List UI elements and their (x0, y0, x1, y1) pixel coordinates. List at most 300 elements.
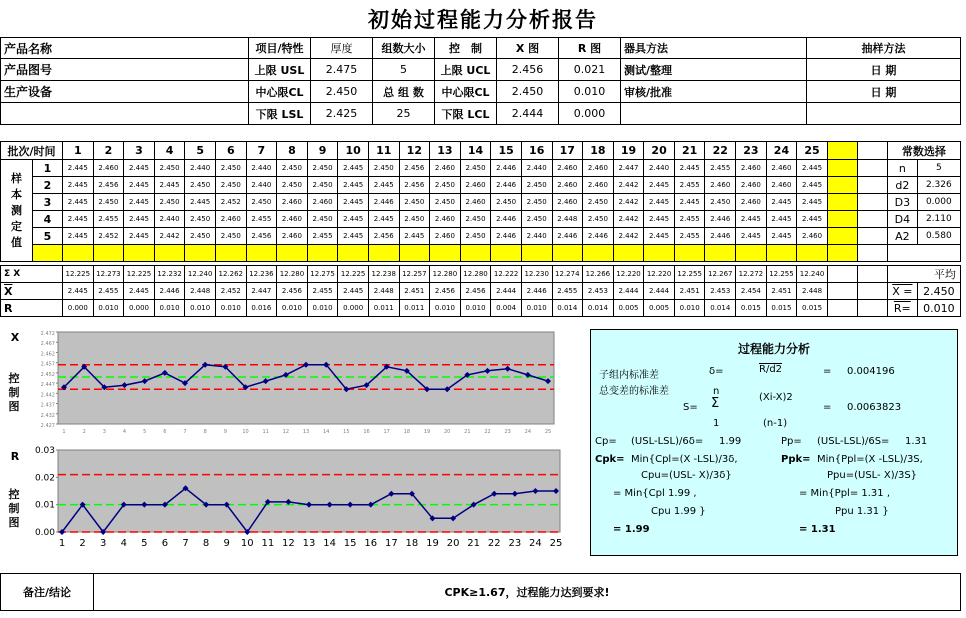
xbar-cell: 2.451 (399, 283, 430, 300)
x-tick-label: 7 (182, 538, 189, 549)
item-value[interactable]: 厚度 (311, 38, 373, 59)
plot-area (58, 332, 554, 424)
sample-cell[interactable]: 2.460 (552, 194, 583, 211)
column-header: 8 (277, 142, 308, 160)
range-cell: 0.014 (705, 300, 736, 317)
range-cell: 0.011 (399, 300, 430, 317)
gauge-method-label: 器具方法 (621, 38, 807, 59)
sample-cell[interactable]: 2.445 (674, 160, 705, 177)
y-tick-label: 2.447 (40, 382, 55, 389)
ppk-min-1: = Min{Ppl= 1.31 , (799, 488, 891, 499)
sample-cell[interactable]: 2.450 (521, 194, 552, 211)
overall-std-label: 总变差的标准差 (599, 386, 669, 397)
pp-label: Pp= (781, 436, 802, 447)
cpk-line-1: Min{Cpl=(X -LSL)/3δ, (631, 454, 738, 465)
sample-cell[interactable]: 2.445 (338, 211, 369, 228)
sample-cell[interactable]: 2.450 (583, 194, 614, 211)
sample-cell[interactable]: 2.445 (154, 177, 185, 194)
sample-cell[interactable]: 2.445 (368, 177, 399, 194)
sample-cell[interactable]: 2.450 (185, 177, 216, 194)
x-lcl-value[interactable]: 2.444 (497, 103, 559, 125)
yellow-cell (338, 245, 369, 262)
sample-cell[interactable]: 2.445 (338, 194, 369, 211)
xbar-chart-side-top: X (10, 331, 20, 344)
rbar-label: R= (887, 300, 917, 317)
date-label-1: 日 期 (807, 59, 961, 81)
sample-cell[interactable]: 2.450 (307, 160, 338, 177)
delta-eq-sign: = (823, 366, 832, 377)
sample-cell[interactable]: 2.440 (246, 177, 277, 194)
x-tick-label: 22 (484, 429, 491, 435)
x-tick-label: 14 (323, 538, 336, 549)
sample-cell[interactable]: 2.440 (644, 160, 675, 177)
sample-cell[interactable]: 2.440 (246, 160, 277, 177)
sample-values-label (1, 160, 33, 262)
lsl-value[interactable]: 2.425 (311, 103, 373, 125)
sample-cell[interactable]: 2.450 (307, 211, 338, 228)
sample-cell[interactable]: 2.450 (307, 177, 338, 194)
r-over-d2: R/d2 (759, 364, 783, 375)
xbar-cell: 2.444 (491, 283, 522, 300)
sample-cell[interactable]: 2.460 (215, 211, 246, 228)
column-header: 19 (613, 142, 644, 160)
xbar-chart-label: X 图 (497, 38, 559, 59)
usl-value[interactable]: 2.475 (311, 59, 373, 81)
x-tick-label: 23 (504, 429, 511, 435)
sample-row-label: 1 (33, 160, 63, 177)
range-cell: 0.015 (797, 300, 828, 317)
x-tick-label: 9 (223, 538, 230, 549)
xbar-cell: 2.447 (246, 283, 277, 300)
yellow-cell (827, 211, 857, 228)
xbar-cell: 2.455 (93, 283, 124, 300)
sample-cell[interactable]: 2.460 (736, 160, 767, 177)
sample-cell[interactable]: 2.445 (124, 211, 155, 228)
sample-cell[interactable]: 2.445 (736, 211, 767, 228)
within-std-label: 子组内标准差 (599, 370, 659, 381)
s-eq: S= (683, 402, 698, 413)
sample-cell[interactable]: 2.448 (552, 211, 583, 228)
sum-cell: 12.236 (246, 266, 277, 283)
sum-cell: 12.225 (63, 266, 94, 283)
test-label: 测试/整理 (621, 59, 807, 81)
x-tick-label: 5 (143, 429, 147, 435)
sample-cell[interactable]: 2.445 (399, 228, 430, 245)
sample-cell[interactable]: 2.440 (521, 228, 552, 245)
sample-cell[interactable]: 2.455 (674, 228, 705, 245)
s-eq-sign: = (823, 402, 832, 413)
sample-cell[interactable]: 2.445 (124, 194, 155, 211)
sample-cell[interactable]: 2.450 (521, 177, 552, 194)
sample-cell[interactable]: 2.460 (430, 228, 461, 245)
sample-cell[interactable]: 2.450 (215, 160, 246, 177)
y-tick-label: 2.442 (40, 392, 55, 399)
x-tick-label: 19 (423, 429, 431, 435)
sample-cell[interactable]: 2.460 (583, 160, 614, 177)
xbar-cell: 2.448 (185, 283, 216, 300)
sample-cell[interactable]: 2.450 (246, 194, 277, 211)
sample-cell[interactable]: 2.460 (583, 177, 614, 194)
sample-cell[interactable]: 2.456 (368, 228, 399, 245)
sample-cell[interactable]: 2.446 (705, 211, 736, 228)
yellow-cell (154, 245, 185, 262)
sample-cell[interactable]: 2.450 (185, 228, 216, 245)
x-tick-label: 17 (383, 429, 390, 435)
sample-cell[interactable]: 2.445 (368, 211, 399, 228)
xbar-cell: 2.451 (766, 283, 797, 300)
sample-cell[interactable]: 2.445 (124, 177, 155, 194)
x-tick-label: 16 (363, 429, 370, 435)
sample-cell[interactable]: 2.460 (93, 160, 124, 177)
x-ucl-value[interactable]: 2.456 (497, 59, 559, 81)
ppk-min-2: Ppu 1.31 } (835, 506, 889, 517)
cl-value[interactable]: 2.450 (311, 81, 373, 103)
sample-cell[interactable]: 2.445 (338, 160, 369, 177)
blank-cell (857, 160, 887, 177)
yellow-cell (430, 245, 461, 262)
date-label-2: 日 期 (807, 81, 961, 103)
sample-cell[interactable]: 2.445 (63, 160, 94, 177)
sample-cell[interactable]: 2.446 (705, 228, 736, 245)
x-tick-label: 10 (240, 538, 254, 549)
cpk-min-2: Cpu 1.99 } (651, 506, 706, 517)
xbar-cell: 2.455 (307, 283, 338, 300)
y-tick-label: 0.00 (34, 528, 55, 538)
sample-cell[interactable]: 2.445 (766, 228, 797, 245)
sample-cell[interactable]: 2.445 (63, 177, 94, 194)
batch-time-label: 批次/时间 (1, 142, 63, 160)
sample-row-label: 4 (33, 211, 63, 228)
plot-area (58, 450, 560, 532)
column-header: 25 (797, 142, 828, 160)
column-header: 22 (705, 142, 736, 160)
sample-cell[interactable]: 2.456 (246, 228, 277, 245)
usl-label: 上限 USL (249, 59, 311, 81)
sample-cell[interactable]: 2.445 (63, 228, 94, 245)
control-label: 控 制 (435, 38, 497, 59)
sample-cell[interactable]: 2.446 (491, 160, 522, 177)
sample-cell[interactable]: 2.450 (93, 194, 124, 211)
sample-cell[interactable]: 2.450 (491, 194, 522, 211)
s-value: 0.0063823 (847, 402, 902, 413)
y-tick-label: 0.02 (34, 473, 55, 484)
y-tick-label: 2.452 (40, 371, 55, 378)
sample-cell[interactable]: 2.456 (399, 160, 430, 177)
sum-cell: 12.225 (124, 266, 155, 283)
xbar-cell: 2.448 (797, 283, 828, 300)
sample-cell[interactable]: 2.446 (491, 177, 522, 194)
column-header: 24 (766, 142, 797, 160)
x-tick-label: 15 (343, 429, 350, 435)
mcl-label: 中心限CL (435, 81, 497, 103)
blank-cell (827, 266, 857, 283)
sample-cell[interactable]: 2.440 (521, 160, 552, 177)
x-cl-value[interactable]: 2.450 (497, 81, 559, 103)
sample-cell[interactable]: 2.455 (674, 177, 705, 194)
sample-cell[interactable]: 2.450 (185, 211, 216, 228)
sample-cell[interactable]: 2.442 (613, 177, 644, 194)
yellow-cell (766, 245, 797, 262)
x-tick-label: 18 (405, 538, 419, 549)
cp-value: 1.99 (719, 436, 742, 447)
total-groups-label: 总 组 数 (373, 81, 435, 103)
sample-cell[interactable]: 2.450 (215, 228, 246, 245)
sample-cell[interactable]: 2.440 (154, 211, 185, 228)
y-tick-label: 2.432 (40, 412, 55, 419)
sample-cell[interactable]: 2.450 (368, 160, 399, 177)
group-size-value[interactable]: 5 (373, 59, 435, 81)
sample-cell[interactable]: 2.440 (185, 160, 216, 177)
sample-cell[interactable]: 2.445 (338, 177, 369, 194)
sample-cell[interactable]: 2.450 (460, 211, 491, 228)
sample-cell[interactable]: 2.445 (797, 160, 828, 177)
sample-cell[interactable]: 2.450 (399, 194, 430, 211)
total-groups-value[interactable]: 25 (373, 103, 435, 125)
sample-label-char: 本 (11, 187, 22, 201)
sum-cell: 12.280 (277, 266, 308, 283)
x-tick-label: 20 (443, 429, 451, 435)
r-chart-side-label (6, 488, 22, 530)
sample-cell[interactable]: 2.445 (674, 194, 705, 211)
sample-cell[interactable]: 2.450 (277, 177, 308, 194)
sample-cell[interactable]: 2.455 (307, 228, 338, 245)
cpk-label: Cpk= (595, 454, 625, 465)
sum-cell: 12.267 (705, 266, 736, 283)
y-tick-label: 2.437 (40, 402, 55, 409)
r-chart-side-top: R (10, 450, 20, 463)
xbar-cell: 2.452 (215, 283, 246, 300)
yellow-cell (399, 245, 430, 262)
xbar-side-char: 控 (8, 372, 20, 385)
sample-row-label: 2 (33, 177, 63, 194)
sample-cell[interactable]: 2.442 (613, 211, 644, 228)
sample-cell[interactable]: 2.450 (154, 194, 185, 211)
range-cell: 0.005 (644, 300, 675, 317)
x-tick-label: 23 (508, 538, 522, 549)
sample-cell[interactable]: 2.445 (63, 211, 94, 228)
sampling-method-label: 抽样方法 (807, 38, 961, 59)
xbar-side-char: 图 (8, 400, 20, 413)
sample-cell[interactable]: 2.445 (766, 211, 797, 228)
sample-cell[interactable]: 2.450 (430, 177, 461, 194)
sample-cell[interactable]: 2.460 (430, 211, 461, 228)
header-blank-2 (621, 103, 807, 125)
blank-cell (857, 211, 887, 228)
sample-cell[interactable]: 2.446 (368, 194, 399, 211)
sample-cell[interactable]: 2.450 (277, 160, 308, 177)
x-tick-label: 24 (529, 538, 542, 549)
sample-cell[interactable]: 2.455 (93, 211, 124, 228)
sample-cell[interactable]: 2.445 (644, 228, 675, 245)
sample-cell[interactable]: 2.450 (460, 160, 491, 177)
ppk-result: = 1.31 (799, 524, 836, 535)
xbar-cell: 2.445 (124, 283, 155, 300)
yellow-cell (797, 245, 828, 262)
yellow-cell (827, 177, 857, 194)
product-name-label: 产品名称 (1, 38, 249, 59)
constants-title: 常数选择 (887, 142, 960, 160)
sample-cell[interactable]: 2.445 (644, 177, 675, 194)
y-tick-label: 2.427 (40, 423, 55, 429)
column-header: 12 (399, 142, 430, 160)
sample-cell[interactable]: 2.460 (460, 194, 491, 211)
sample-cell[interactable]: 2.460 (277, 228, 308, 245)
range-cell: 0.005 (613, 300, 644, 317)
sample-cell[interactable]: 2.445 (766, 194, 797, 211)
sample-cell[interactable]: 2.460 (766, 177, 797, 194)
x-tick-label: 8 (202, 538, 210, 549)
sample-cell[interactable]: 2.456 (399, 177, 430, 194)
r-cl-value[interactable]: 0.010 (559, 81, 621, 103)
constant-name: D3 (887, 194, 917, 211)
sample-cell[interactable]: 2.460 (766, 160, 797, 177)
sample-cell[interactable]: 2.450 (521, 211, 552, 228)
x-tick-label: 12 (282, 538, 295, 549)
range-cell: 0.010 (521, 300, 552, 317)
sample-cell[interactable]: 2.446 (491, 228, 522, 245)
sum-cell: 12.220 (644, 266, 675, 283)
x-tick-label: 15 (343, 538, 357, 549)
yellow-cell (674, 245, 705, 262)
sum-cell: 12.220 (613, 266, 644, 283)
sample-cell[interactable]: 2.455 (246, 211, 277, 228)
range-cell: 0.014 (583, 300, 614, 317)
blank-cell (857, 300, 887, 317)
yellow-cell (583, 245, 614, 262)
sample-cell[interactable]: 2.450 (154, 160, 185, 177)
column-header: 14 (460, 142, 491, 160)
sample-cell[interactable]: 2.445 (124, 160, 155, 177)
sample-cell[interactable]: 2.460 (552, 177, 583, 194)
sample-cell[interactable]: 2.445 (185, 194, 216, 211)
sample-cell[interactable]: 2.452 (93, 228, 124, 245)
x-tick-label: 5 (141, 538, 148, 549)
range-cell: 0.004 (491, 300, 522, 317)
x-tick-label: 8 (203, 429, 207, 435)
sample-cell[interactable]: 2.456 (93, 177, 124, 194)
sample-cell[interactable]: 2.460 (277, 211, 308, 228)
x-tick-label: 14 (322, 429, 330, 435)
xbar-cell: 2.453 (705, 283, 736, 300)
range-cell: 0.010 (430, 300, 461, 317)
sample-cell[interactable]: 2.450 (460, 228, 491, 245)
header-blank (1, 103, 249, 125)
item-label: 项目/特性 (249, 38, 311, 59)
yellow-cell (644, 245, 675, 262)
sample-cell[interactable]: 2.452 (215, 194, 246, 211)
sample-cell[interactable]: 2.445 (644, 211, 675, 228)
delta-eq: δ= (709, 366, 724, 377)
sample-label-char: 样 (11, 171, 22, 185)
cp-label: Cp= (595, 436, 617, 447)
sample-row-label: 3 (33, 194, 63, 211)
analysis-title: 过程能力分析 (737, 342, 810, 356)
sample-cell[interactable]: 2.442 (613, 194, 644, 211)
sample-cell[interactable]: 2.445 (797, 211, 828, 228)
sample-cell[interactable]: 2.447 (613, 160, 644, 177)
x-tick-label: 24 (524, 429, 532, 435)
yellow-cell (613, 245, 644, 262)
deviation-expression: (Xi-X)2 (759, 392, 793, 403)
blank-cell (857, 283, 887, 300)
sum-cell: 12.240 (185, 266, 216, 283)
r-lcl-value[interactable]: 0.000 (559, 103, 621, 125)
xbar-control-chart (30, 328, 558, 438)
x-tick-label: 21 (467, 538, 481, 549)
sample-cell[interactable]: 2.446 (552, 228, 583, 245)
range-cell: 0.016 (246, 300, 277, 317)
yellow-cell (93, 245, 124, 262)
sample-cell[interactable]: 2.445 (797, 194, 828, 211)
sample-cell[interactable]: 2.445 (63, 194, 94, 211)
xbar-cell: 2.453 (583, 283, 614, 300)
range-cell: 0.015 (736, 300, 767, 317)
r-side-char: 控 (8, 488, 20, 501)
conclusion-text[interactable]: CPK≥1.67，过程能力达到要求! (94, 574, 961, 611)
yellow-cell (460, 245, 491, 262)
constant-value: 2.110 (917, 211, 960, 228)
x-tick-label: 11 (262, 429, 269, 435)
sample-cell[interactable]: 2.445 (124, 228, 155, 245)
sum-cell: 12.273 (93, 266, 124, 283)
xbar-row-label: $\overline{X}$ (1, 283, 63, 300)
yellow-cell (552, 245, 583, 262)
sample-cell[interactable]: 2.460 (736, 194, 767, 211)
sample-cell[interactable]: 2.445 (338, 228, 369, 245)
sample-cell[interactable]: 2.455 (674, 211, 705, 228)
sum-cell: 12.225 (338, 266, 369, 283)
sample-cell[interactable]: 2.450 (430, 194, 461, 211)
sample-cell[interactable]: 2.460 (460, 177, 491, 194)
sigma-symbol: Σ (711, 396, 720, 411)
sample-cell[interactable]: 2.460 (705, 177, 736, 194)
column-header: 10 (338, 142, 369, 160)
sample-cell[interactable]: 2.442 (613, 228, 644, 245)
sample-cell[interactable]: 2.450 (399, 211, 430, 228)
sum-label: Σ X (1, 266, 63, 283)
blank-cell (857, 266, 887, 283)
x-tick-label: 25 (544, 429, 552, 435)
r-ucl-value[interactable]: 0.021 (559, 59, 621, 81)
sample-cell[interactable]: 2.460 (797, 228, 828, 245)
x-tick-label: 13 (302, 429, 310, 435)
cl-label: 中心限CL (249, 81, 311, 103)
sample-cell[interactable]: 2.460 (552, 160, 583, 177)
r-chart-label: R 图 (559, 38, 621, 59)
sample-cell[interactable]: 2.446 (491, 211, 522, 228)
sample-cell[interactable]: 2.450 (215, 177, 246, 194)
sample-cell[interactable]: 2.445 (644, 194, 675, 211)
sample-cell[interactable]: 2.450 (583, 211, 614, 228)
sample-cell[interactable]: 2.460 (277, 194, 308, 211)
sample-cell[interactable]: 2.446 (583, 228, 614, 245)
sample-cell[interactable]: 2.455 (705, 160, 736, 177)
sample-cell[interactable]: 2.460 (736, 177, 767, 194)
column-header: 3 (124, 142, 155, 160)
sum-cell: 12.232 (154, 266, 185, 283)
sample-cell[interactable]: 2.460 (307, 194, 338, 211)
sample-cell[interactable]: 2.445 (797, 177, 828, 194)
sample-cell[interactable]: 2.445 (736, 228, 767, 245)
sample-cell[interactable]: 2.450 (705, 194, 736, 211)
sample-cell[interactable]: 2.442 (154, 228, 185, 245)
yellow-cell (277, 245, 308, 262)
sample-cell[interactable]: 2.460 (430, 160, 461, 177)
blank-cell (827, 283, 857, 300)
x-tick-label: 18 (403, 429, 411, 435)
column-header: 9 (307, 142, 338, 160)
column-header: 7 (246, 142, 277, 160)
